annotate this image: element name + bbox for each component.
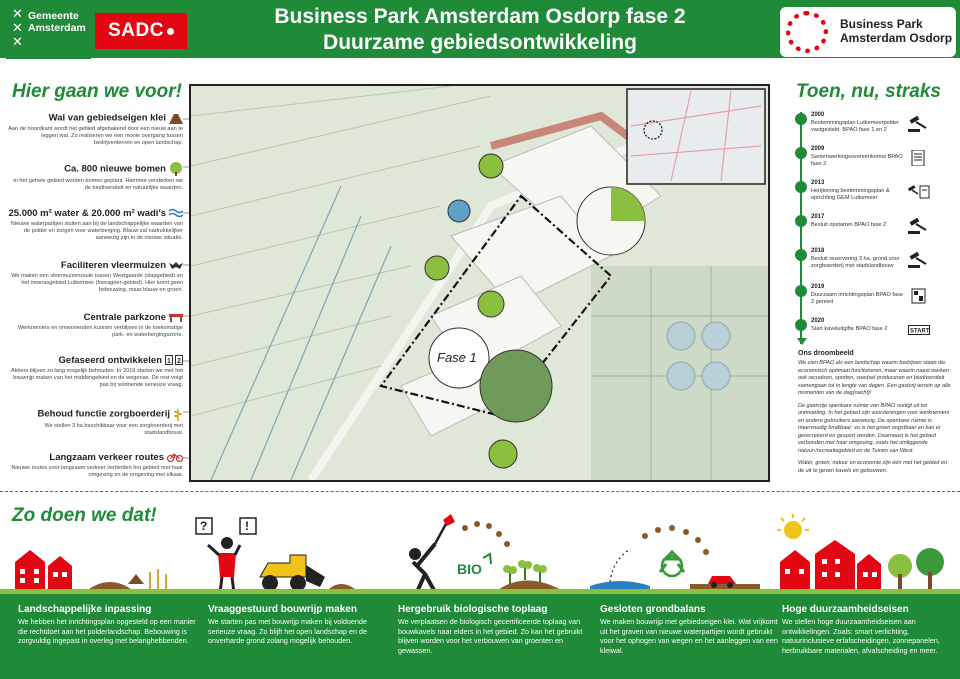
step-desc: We stellen hoge duurzaamheidseisen aan ontwikkelingen. Zoals: smart verlichting, natuurinclusieve erfafscheidingen, zonnepanelen, herbruikbare materialen, afvalscheiding en meer. (782, 617, 940, 655)
timeline-text: Bestemmingsplan Lutkemeerpolder vastgesteld. BPAO fase 1 en 2 (811, 120, 899, 133)
timeline-year: 2019 (811, 284, 825, 290)
feature-desc: We maken een vleermuizenroute tussen Westgaarde (slapgebied) en het moerasgebied Lutkemeer (foerageer-gebied). Hier komt geen bebouwing, maar blauw en groen. (11, 273, 183, 293)
step-desc: We verplaatsen de biologisch gecertificeerde toplaag van bouwkavels naar elders in het gebied. Zo kan het gebruikt blijven worden voor het verbouwen van groenten en gewassen. (398, 617, 583, 655)
timeline-text: Samenwerkingsovereenkomst BPAO fase 2 (811, 154, 903, 167)
sadc-text: SADC (108, 20, 164, 41)
dream-paragraph: De gastvrije openbare ruimte van BPAO nodigt uit tot ontmoeting. In het gebied zijn voorzieningen voor werknemers en andere gebruikers aanwezig. De openbare ruimte is meervoudig bruikbaar: zo is het groen oogstbaar en kan er gerecreëerd en gesport worden. Daarnaast is het gebied verbonden met haar omgeving, zoals het omliggende natuur-/recreatiegebied en de Tuinen van West. (798, 402, 950, 454)
arrow-down-icon (797, 338, 807, 346)
timeline-year: 2009 (811, 146, 825, 152)
timeline-text: Besluit reservering 3 ha. grond voor zorgboerderij met stadslandbouw (811, 256, 900, 269)
timeline-dot (795, 285, 807, 297)
approach-step (782, 603, 954, 655)
timeline-dot (795, 113, 807, 125)
recycle-soil-illustration (590, 514, 765, 592)
bio-label: BIO (457, 561, 482, 577)
feature-desc: Aan de noordkant wordt het gebied afgebakend door een nieuw aan te leggen wal. Zo realiseren we een mooie overgang tussen bedrijventerrein en open landschap. (8, 126, 183, 146)
step-desc: We maken bouwrijp met gebiedseigen klei. Wat vrijkomt uit het graven van nieuwe waterpartijen wordt gebruikt voor het ophogen van wegen en het aanleggen van een kleiwal. (600, 617, 778, 655)
svg-text:!: ! (245, 519, 249, 533)
timeline-year: 2020 (811, 318, 825, 324)
site-plan-drawing (191, 86, 768, 480)
bp-logo-line1: Business Park (840, 17, 923, 31)
timeline-text: Besluit opstarten BPAO fase 2 (811, 222, 887, 228)
feature-desc: Akkers blijven zo lang mogelijk behouden. In 2019 starten we met het bouwrijp maken van het middengebied en de wegenas. De rest volgt pas bij voldoende serieuze vraag. (11, 368, 183, 388)
phase-label: Fase 1 (437, 350, 477, 365)
site-map (189, 84, 770, 482)
left-heading: Hier gaan we voor! (12, 81, 182, 102)
municipality-line1: Gemeente (28, 10, 79, 22)
dream-text (798, 360, 954, 480)
feature-desc: In het gehele gebied worden bomen geplant. Hiermee versterken we de biodiversiteit en natuurlijke waarden. (13, 178, 183, 191)
timeline-text: Duurzaam inrichtingsplan BPAO fase 2 gereed (811, 292, 903, 305)
title-line2: Duurzame gebiedsontwikkeling (323, 31, 637, 54)
feature-title-text: Behoud functie zorgboerderij (37, 408, 170, 420)
timeline-year: 2017 (811, 214, 825, 220)
x-icon: ✕ (12, 34, 23, 49)
feature-desc: Nieuwe waterpartijen sluiten aan bij de landschappelijke waarden van de polder en zorgen voor waterberging. Blauw zal nadrukkelijker aanwezig zijn in de nieuwe situatie. (10, 221, 183, 241)
svg-text:2: 2 (177, 358, 181, 366)
svg-text:?: ? (200, 519, 208, 533)
x-icon: ✕ (12, 6, 23, 21)
feature-title-text: Centrale parkzone (83, 312, 166, 323)
timeline-year: 2013 (811, 180, 825, 186)
timeline-year: 2018 (811, 248, 825, 254)
x-icon: ✕ (12, 20, 23, 35)
municipality-line2: Amsterdam (28, 22, 86, 34)
plan-icon (908, 288, 930, 304)
gavel-icon (908, 116, 930, 132)
approach-step (398, 603, 583, 655)
step-title: Hoge duurzaamheidseisen (782, 604, 909, 615)
feature-title-text: Langzaam verkeer routes (49, 452, 164, 463)
svg-text:1: 1 (167, 358, 171, 366)
timeline-dot (795, 181, 807, 193)
document-icon (908, 150, 930, 166)
person-bulldozer-illustration (190, 515, 365, 593)
timeline-dot (795, 215, 807, 227)
feature-title-text: 25.000 m² water & 20.000 m² wadi's (8, 208, 166, 219)
bp-logo-line2: Amsterdam Osdorp (840, 31, 953, 45)
start-icon (908, 322, 930, 338)
approach-step (600, 603, 785, 655)
timeline-text: Start kaveluitgifte BPAO fase 2 (811, 326, 888, 332)
timeline-dot (795, 319, 807, 331)
bottom-heading: Zo doen we dat! (12, 505, 157, 526)
start-label: START (910, 328, 930, 335)
timeline-dot (795, 249, 807, 261)
gavel-document-icon (908, 184, 930, 200)
dream-paragraph: We zien BPAO als een landschap waarin bedrijven staan die economisch optimaal functioneren, maar waarin naast werken ook recreëren, sporten, voedsel produceren en biodiversiteit samengaan tot in lengte van dagen. Een gastvrij terrein op alle momenten van de dag(nacht)! (798, 360, 951, 396)
feature-desc: Nieuwe routes voor langzaam verkeer verbinden het gebied met haar omgeving en de omgeving met elkaar. (11, 465, 183, 478)
right-heading: Toen, nu, straks (796, 81, 941, 102)
feature-title-text: Ca. 800 nieuwe bomen (64, 163, 166, 175)
shovel-bio-illustration (395, 514, 570, 592)
feature-title-text: Gefaseerd ontwikkelen (58, 355, 162, 366)
feature-title-text: Faciliteren vleermuizen (60, 260, 166, 271)
dream-paragraph: Water, groen, natuur en economie zijn één met het gebied en de uit te geven kavels en gebouwen. (798, 460, 948, 474)
gavel-icon (908, 218, 930, 234)
dream-title: Ons droombeeld (798, 350, 854, 357)
timeline-dot (795, 147, 807, 159)
step-desc: We starten pas met bouwrijp maken bij voldoende serieuze vraag. Zo blijft het open landschap en de onverharde grond zolang mogelijk behouden. (208, 617, 368, 645)
houses-landscape-illustration (10, 514, 180, 592)
feature-desc: Werknemers en omwonenden kunnen verblijven in de toekomstige park- en waterbergingszone. (17, 325, 183, 338)
gavel-icon (908, 252, 930, 268)
timeline-year: 2000 (811, 112, 825, 118)
step-desc: We hebben het inrichtingsplan opgesteld op een manier die rechtdoet aan het polderlandschap. Bebouwing is zorgvuldig ingepast in overleg met belanghebbenden. (18, 617, 196, 645)
step-title: Landschappelijke inpassing (18, 604, 152, 615)
step-title: Vraaggestuurd bouwrijp maken (208, 604, 357, 615)
feature-title-text: Wal van gebiedseigen klei (48, 112, 166, 124)
step-title: Gesloten grondbalans (600, 604, 706, 615)
feature-desc: We stellen 3 ha beschikbaar voor een zorgboerderij met stadslandbouw. (44, 423, 183, 436)
approach-step (18, 603, 203, 646)
title-line1: Business Park Amsterdam Osdorp fase 2 (274, 5, 686, 28)
sustainable-buildings-illustration (775, 514, 955, 592)
step-title: Hergebruik biologische toplaag (398, 604, 548, 615)
approach-step (208, 603, 393, 646)
timeline-text: Herijkening bestemmingsplan & oprichting GEM Lutkemeer (811, 188, 890, 201)
